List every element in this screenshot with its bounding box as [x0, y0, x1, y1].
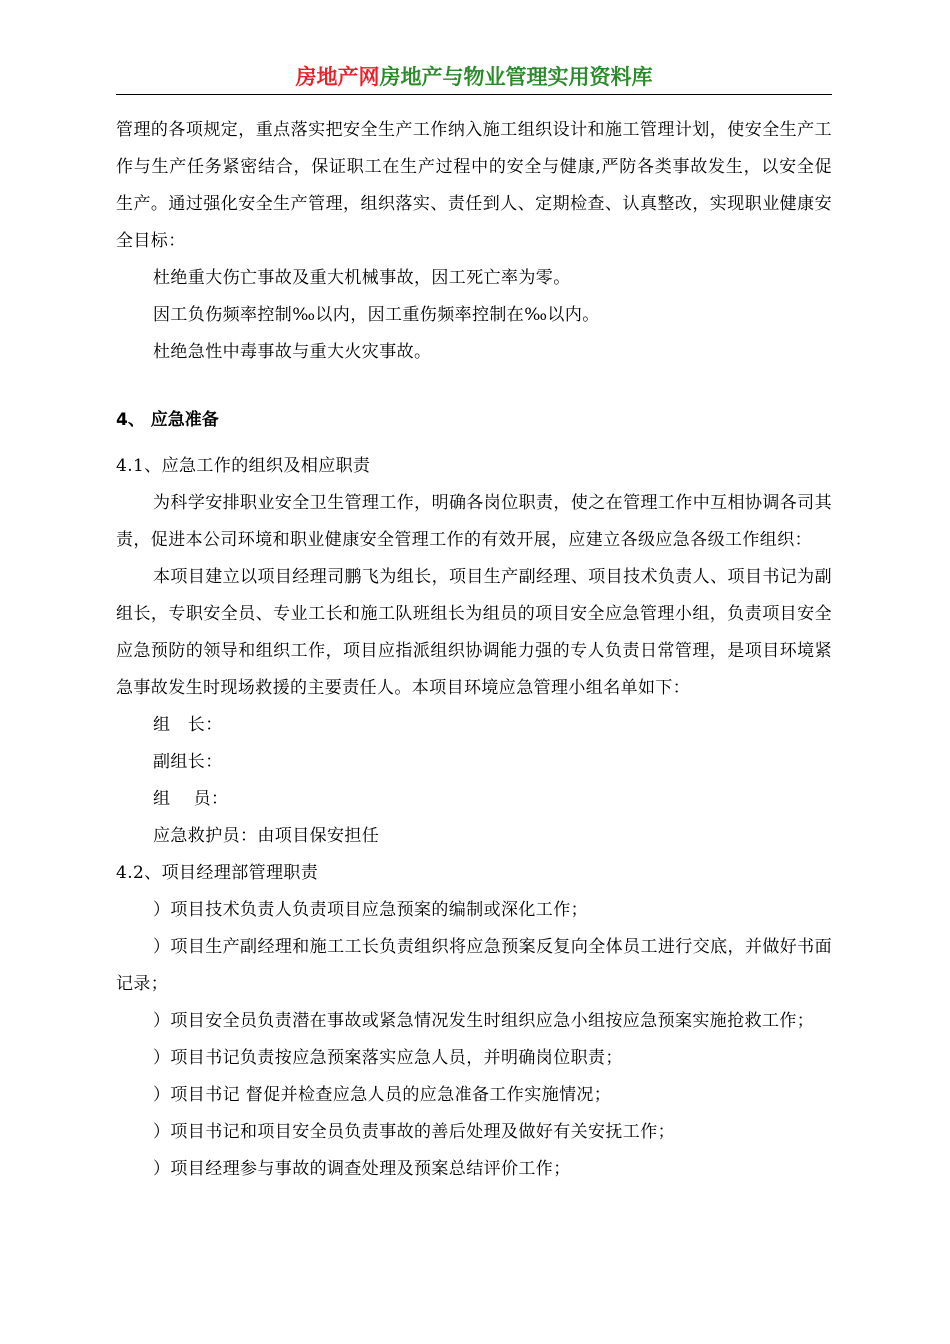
- duty-item-7: ）项目经理参与事故的调查处理及预案总结评价工作；: [153, 1159, 571, 1179]
- duty-item-5: ）项目书记 督促并检查应急人员的应急准备工作实施情况；: [153, 1085, 612, 1105]
- page-header: [116, 60, 832, 94]
- duty-item-3: ）项目安全员负责潜在事故或紧急情况发生时组织应急小组按应急预案实施抢救工作；: [153, 1011, 815, 1031]
- header-brand-red: 房地产网: [295, 65, 380, 89]
- heading-spacer: [116, 439, 832, 448]
- goal-item-2: 因工负伤频率控制‰以内，因工重伤频率控制在‰以内。: [153, 305, 600, 325]
- paragraph-4-1-a: 为科学安排职业安全卫生管理工作，明确各岗位职责，使之在管理工作中互相协调各司其责，促进本公司环境和职业健康安全管理工作的有效开展，应建立各级应急各级工作组织：: [116, 493, 832, 550]
- role-rescuer: 应急救护员：由项目保安担任: [153, 826, 380, 846]
- role-member: 组 员：: [153, 789, 229, 809]
- duty-item-4: ）项目书记负责按应急预案落实应急人员，并明确岗位职责；: [153, 1048, 623, 1068]
- duty-item-1: ）项目技术负责人负责项目应急预案的编制或深化工作；: [153, 900, 588, 920]
- intro-paragraph: 管理的各项规定，重点落实把安全生产工作纳入施工组织设计和施工管理计划，使安全生产工作与生产任务紧密结合，保证职工在生产过程中的安全与健康,严防各类事故发生，以安全促生产。通过强化安全生产管理，组织落实、责任到人、定期检查、认真整改，实现职业健康安全目标：: [116, 120, 832, 251]
- header-divider: [116, 94, 832, 95]
- section-4-heading: 4、 应急准备: [116, 410, 219, 430]
- duty-item-2: ）项目生产副经理和施工工长负责组织将应急预案反复向全体员工进行交底，并做好书面记录；: [116, 937, 832, 994]
- header-brand-green: 房地产与物业管理实用资料库: [379, 65, 653, 89]
- paragraph-4-1-b: 本项目建立以项目经理司鹏飞为组长，项目生产副经理、项目技术负责人、项目书记为副组长，专职安全员、专业工长和施工队班组长为组员的项目安全应急管理小组，负责项目安全应急预防的领导和组织工作，项目应指派组织协调能力强的专人负责日常管理，是项目环境紧急事故发生时现场救援的主要责任人。本项目环境应急管理小组名单如下：: [116, 567, 832, 698]
- section-4-2-heading: 4.2、项目经理部管理职责: [116, 863, 319, 883]
- goal-item-3: 杜绝急性中毒事故与重大火灾事故。: [153, 342, 432, 362]
- role-deputy: 副组长：: [153, 752, 223, 772]
- duty-item-6: ）项目书记和项目安全员负责事故的善后处理及做好有关安抚工作；: [153, 1122, 675, 1142]
- section-4-1-heading: 4.1、应急工作的组织及相应职责: [116, 456, 371, 476]
- role-leader: 组 长：: [153, 715, 223, 735]
- goal-item-1: 杜绝重大伤亡事故及重大机械事故，因工死亡率为零。: [153, 268, 571, 288]
- section-spacer: [116, 371, 832, 402]
- document-body: [116, 112, 832, 1188]
